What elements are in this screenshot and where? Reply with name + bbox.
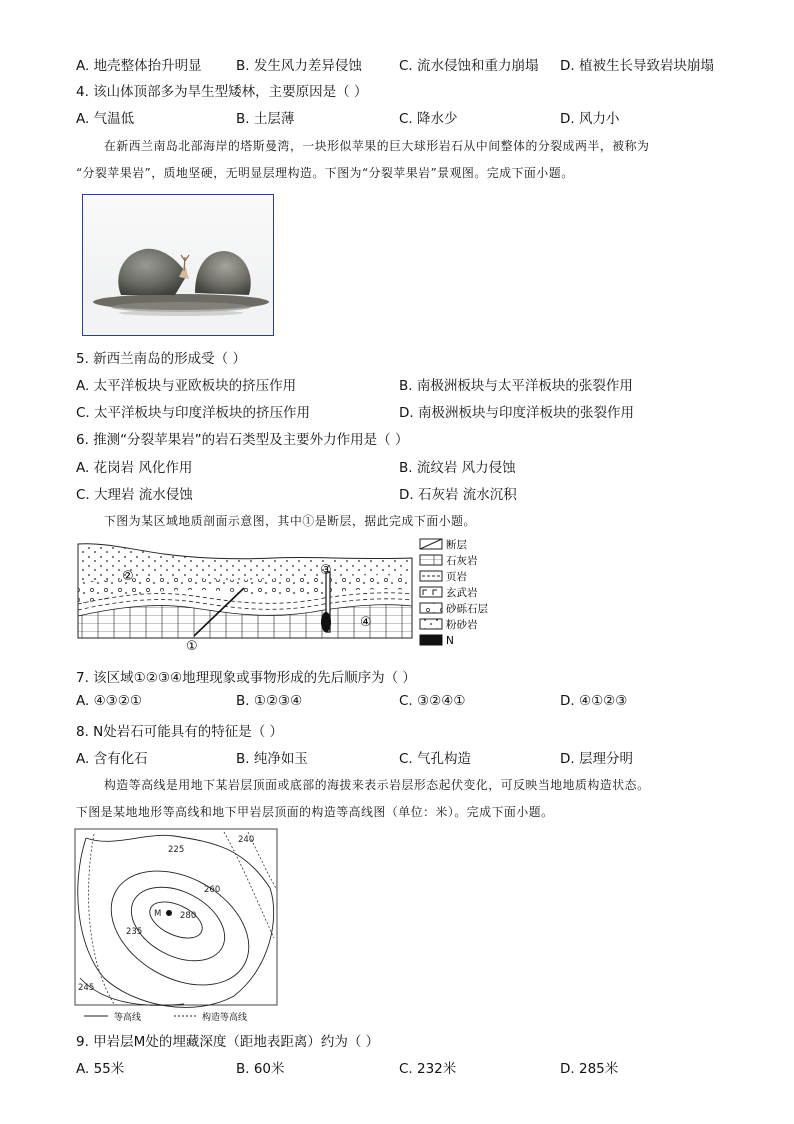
geologic-section-figure bbox=[74, 536, 514, 654]
q5-option-c[interactable]: C. 太平洋板块与印度洋板块的挤压作用 bbox=[76, 405, 311, 421]
label-235: 235 bbox=[126, 927, 143, 937]
legend-limestone: 石灰岩 bbox=[446, 555, 478, 567]
legend-fault: 断层 bbox=[446, 539, 467, 551]
q8-option-d[interactable]: D. 层理分明 bbox=[560, 751, 633, 767]
label-240: 240 bbox=[238, 835, 255, 845]
q7-stem: 7. 该区域①②③④地理现象或事物形成的先后顺序为（ ） bbox=[76, 670, 416, 686]
legend-gravel: 砂砾石层 bbox=[446, 603, 488, 615]
label-m: M bbox=[154, 909, 162, 919]
legend-contour: 等高线 bbox=[114, 1013, 142, 1023]
legend-n: N bbox=[446, 635, 454, 647]
label-225: 225 bbox=[168, 845, 185, 855]
q8-option-c[interactable]: C. 气孔构造 bbox=[399, 751, 472, 767]
q5-option-b[interactable]: B. 南极洲板块与太平洋板块的张裂作用 bbox=[399, 378, 633, 394]
q4-option-c[interactable]: C. 降水少 bbox=[399, 111, 458, 127]
q9-option-d[interactable]: D. 285米 bbox=[560, 1061, 619, 1077]
q8-option-b[interactable]: B. 纯净如玉 bbox=[236, 751, 308, 767]
q5-stem: 5. 新西兰南岛的形成受（ ） bbox=[76, 351, 246, 367]
q9-option-a[interactable]: A. 55米 bbox=[76, 1061, 125, 1077]
label-260: 260 bbox=[204, 885, 221, 895]
q8-option-a[interactable]: A. 含有化石 bbox=[76, 751, 148, 767]
q4-option-a[interactable]: A. 气温低 bbox=[76, 111, 135, 127]
q9-option-b[interactable]: B. 60米 bbox=[236, 1061, 285, 1077]
q5-option-a[interactable]: A. 太平洋板块与亚欧板块的挤压作用 bbox=[76, 378, 297, 394]
q6-option-d[interactable]: D. 石灰岩 流水沉积 bbox=[399, 487, 517, 503]
q7-option-c[interactable]: C. ③②④① bbox=[399, 693, 466, 709]
q7-option-d[interactable]: D. ④①②③ bbox=[560, 693, 628, 709]
marker-4: ④ bbox=[360, 615, 372, 630]
q7-option-b[interactable]: B. ①②③④ bbox=[236, 693, 303, 709]
legend-basalt: 玄武岩 bbox=[446, 587, 478, 599]
q9-stem: 9. 甲岩层M处的埋藏深度（距地表距离）约为（ ） bbox=[76, 1034, 380, 1050]
q4-stem: 4. 该山体顶部多为旱生型矮林，主要原因是（ ） bbox=[76, 84, 368, 100]
label-280: 280 bbox=[180, 911, 197, 921]
q8-stem: 8. N处岩石可能具有的特征是（ ） bbox=[76, 724, 284, 740]
q3-option-b[interactable]: B. 发生风力差异侵蚀 bbox=[236, 58, 362, 74]
q3-option-d[interactable]: D. 植被生长导致岩块崩塌 bbox=[560, 58, 714, 74]
legend-shale: 页岩 bbox=[446, 571, 467, 583]
q6-option-b[interactable]: B. 流纹岩 风力侵蚀 bbox=[399, 460, 516, 476]
q4-option-b[interactable]: B. 土层薄 bbox=[236, 111, 295, 127]
q5-option-d[interactable]: D. 南极洲板块与印度洋板块的张裂作用 bbox=[399, 405, 634, 421]
q3-option-c[interactable]: C. 流水侵蚀和重力崩塌 bbox=[399, 58, 539, 74]
intro3-line1: 构造等高线是用地下某岩层顶面或底部的海拔来表示岩层形态起伏变化，可反映当地地质构造状态。 bbox=[104, 778, 650, 792]
split-apple-rock-photo bbox=[82, 194, 274, 336]
intro2: 下图为某区域地质剖面示意图，其中①是断层，据此完成下面小题。 bbox=[104, 514, 476, 528]
intro1-line2: “分裂苹果岩”，质地坚硬，无明显层理构造。下图为“分裂苹果岩”景观图。完成下面小题。 bbox=[76, 166, 574, 180]
marker-1: ① bbox=[186, 639, 198, 654]
contour-map-figure bbox=[74, 828, 284, 1024]
marker-2: ② bbox=[122, 569, 134, 584]
intro3-line2: 下图是某地地形等高线和地下甲岩层顶面的构造等高线图（单位：米）。完成下面小题。 bbox=[76, 805, 554, 819]
label-245: 245 bbox=[78, 983, 95, 993]
q6-stem: 6. 推测“分裂苹果岩”的岩石类型及主要外力作用是（ ） bbox=[76, 432, 409, 448]
q4-option-d[interactable]: D. 风力小 bbox=[560, 111, 620, 127]
q7-option-a[interactable]: A. ④③②① bbox=[76, 693, 142, 709]
intro1-line1: 在新西兰南岛北部海岸的塔斯曼湾，一块形似苹果的巨大球形岩石从中间整体的分裂成两半，被称为 bbox=[104, 139, 650, 153]
legend-siltstone: 粉砂岩 bbox=[446, 619, 478, 631]
q6-option-c[interactable]: C. 大理岩 流水侵蚀 bbox=[76, 487, 193, 503]
point-m bbox=[166, 910, 172, 916]
q3-option-a[interactable]: A. 地壳整体抬升明显 bbox=[76, 58, 202, 74]
marker-3: ③ bbox=[320, 563, 332, 578]
q9-option-c[interactable]: C. 232米 bbox=[399, 1061, 457, 1077]
q6-option-a[interactable]: A. 花岗岩 风化作用 bbox=[76, 460, 193, 476]
legend-structure-contour: 构造等高线 bbox=[202, 1013, 248, 1023]
